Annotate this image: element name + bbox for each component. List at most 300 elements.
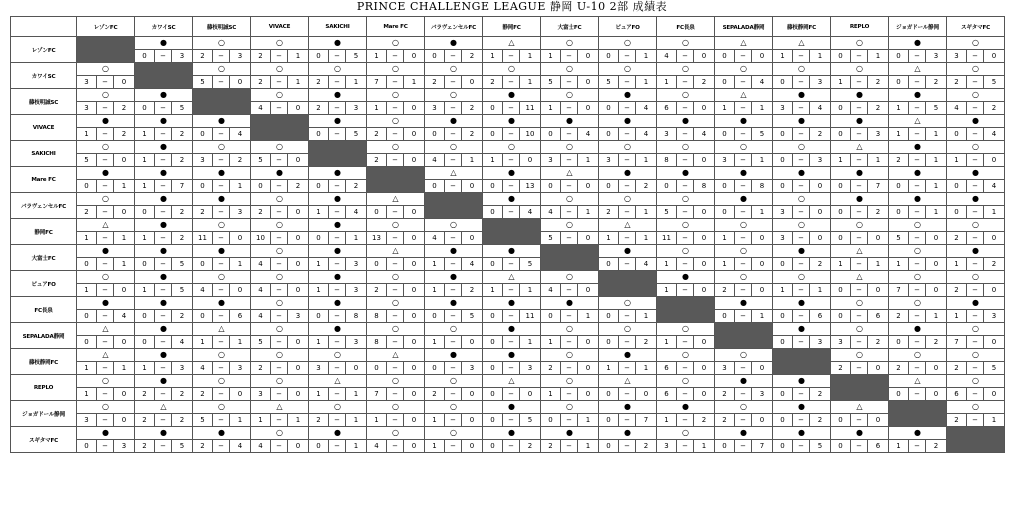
goals-against: 1 — [868, 50, 889, 63]
result-symbol: △ — [367, 193, 425, 206]
result-symbol: ● — [425, 349, 483, 362]
goals-against: 0 — [984, 232, 1005, 245]
result-symbol: △ — [135, 401, 193, 414]
goals-for: 2 — [831, 362, 851, 375]
score-dash: − — [967, 258, 984, 271]
score-dash: − — [155, 310, 172, 323]
result-symbol: ○ — [541, 271, 599, 284]
result-symbol: ○ — [947, 401, 1005, 414]
result-symbol: ○ — [947, 375, 1005, 388]
score-dash: − — [445, 388, 462, 401]
table-row — [11, 115, 1005, 128]
result-symbol: ○ — [831, 219, 889, 232]
goals-for: 0 — [425, 128, 445, 141]
goals-against: 1 — [520, 284, 541, 297]
goals-for: 0 — [483, 440, 503, 453]
score-dash: − — [619, 310, 636, 323]
goals-for: 4 — [541, 206, 561, 219]
column-team-name: ジョガドール静岡 — [889, 17, 947, 37]
score-dash: − — [97, 388, 114, 401]
goals-for: 0 — [483, 310, 503, 323]
score-dash: − — [97, 76, 114, 89]
result-symbol: ● — [715, 375, 773, 388]
result-symbol: ○ — [599, 297, 657, 310]
score-dash: − — [909, 206, 926, 219]
goals-for: 2 — [947, 76, 967, 89]
score-dash: − — [155, 102, 172, 115]
score-dash: − — [503, 128, 520, 141]
goals-for: 2 — [541, 362, 561, 375]
score-dash: − — [677, 284, 694, 297]
result-symbol: ● — [599, 115, 657, 128]
goals-for: 0 — [309, 232, 329, 245]
score-dash: − — [97, 102, 114, 115]
goals-for: 2 — [309, 76, 329, 89]
goals-against: 1 — [288, 76, 309, 89]
goals-for: 0 — [831, 310, 851, 323]
score-dash: − — [909, 336, 926, 349]
goals-for: 3 — [77, 102, 97, 115]
score-dash: − — [503, 310, 520, 323]
goals-against: 3 — [230, 362, 251, 375]
score-dash: − — [387, 102, 404, 115]
goals-for: 1 — [947, 310, 967, 323]
goals-against: 5 — [172, 258, 193, 271]
goals-for: 1 — [425, 440, 445, 453]
goals-against: 0 — [462, 414, 483, 427]
goals-against: 4 — [230, 440, 251, 453]
result-symbol: ● — [251, 167, 309, 180]
table-row — [11, 271, 1005, 284]
result-symbol: ● — [483, 193, 541, 206]
goals-for: 0 — [831, 440, 851, 453]
goals-against: 1 — [810, 284, 831, 297]
score-dash: − — [793, 154, 810, 167]
score-dash: − — [97, 258, 114, 271]
result-symbol: ○ — [657, 245, 715, 258]
goals-against: 0 — [114, 284, 135, 297]
result-symbol: ○ — [77, 375, 135, 388]
goals-against: 0 — [868, 414, 889, 427]
goals-for: 1 — [483, 154, 503, 167]
result-symbol: ● — [715, 427, 773, 440]
result-symbol: ○ — [193, 375, 251, 388]
goals-for: 0 — [135, 102, 155, 115]
goals-for: 1 — [483, 50, 503, 63]
result-symbol: ● — [135, 427, 193, 440]
goals-against: 2 — [462, 102, 483, 115]
table-row-scores — [11, 50, 1005, 63]
goals-for: 0 — [251, 180, 271, 193]
goals-for: 1 — [425, 336, 445, 349]
goals-against: 0 — [578, 50, 599, 63]
goals-for: 0 — [483, 206, 503, 219]
goals-against: 0 — [578, 284, 599, 297]
result-symbol: ○ — [947, 349, 1005, 362]
row-team-name: ピュアFO — [11, 271, 77, 297]
score-dash: − — [619, 414, 636, 427]
result-symbol: △ — [831, 401, 889, 414]
goals-for: 1 — [599, 232, 619, 245]
goals-for: 1 — [309, 258, 329, 271]
goals-for: 1 — [135, 232, 155, 245]
result-symbol: ○ — [483, 141, 541, 154]
goals-against: 0 — [984, 336, 1005, 349]
result-symbol: △ — [715, 37, 773, 50]
goals-for: 2 — [193, 206, 213, 219]
result-symbol: ● — [425, 271, 483, 284]
row-team-name: Mare FC — [11, 167, 77, 193]
goals-against: 2 — [984, 102, 1005, 115]
goals-for: 2 — [947, 284, 967, 297]
goals-for: 1 — [889, 440, 909, 453]
result-symbol: ○ — [599, 63, 657, 76]
goals-against: 1 — [114, 362, 135, 375]
result-symbol: ● — [483, 427, 541, 440]
result-symbol: ● — [541, 297, 599, 310]
score-dash: − — [155, 284, 172, 297]
table-row-scores — [11, 258, 1005, 271]
score-dash: − — [387, 232, 404, 245]
goals-against: 1 — [868, 258, 889, 271]
result-symbol: ● — [599, 349, 657, 362]
goals-for: 2 — [309, 414, 329, 427]
result-symbol: △ — [889, 375, 947, 388]
row-team-name: 藤枝静岡FC — [11, 349, 77, 375]
goals-against: 2 — [868, 76, 889, 89]
score-dash: − — [677, 180, 694, 193]
score-dash: − — [329, 336, 346, 349]
result-symbol: ● — [483, 349, 541, 362]
result-symbol: ● — [193, 193, 251, 206]
result-symbol: ○ — [831, 349, 889, 362]
goals-against: 0 — [984, 388, 1005, 401]
self-match-cell — [773, 349, 831, 375]
score-dash: − — [851, 310, 868, 323]
score-dash: − — [967, 336, 984, 349]
goals-for: 2 — [947, 232, 967, 245]
goals-against: 1 — [578, 154, 599, 167]
score-dash: − — [445, 284, 462, 297]
goals-for: 0 — [599, 50, 619, 63]
score-dash: − — [329, 232, 346, 245]
result-symbol: ● — [135, 37, 193, 50]
goals-against: 1 — [752, 310, 773, 323]
goals-for: 2 — [715, 414, 735, 427]
self-match-cell — [251, 115, 309, 141]
score-dash: − — [213, 50, 230, 63]
self-match-cell — [889, 401, 947, 427]
result-symbol: ○ — [251, 89, 309, 102]
result-symbol: ● — [889, 427, 947, 440]
goals-against: 0 — [578, 102, 599, 115]
result-symbol: ● — [309, 427, 367, 440]
result-symbol: ● — [309, 37, 367, 50]
goals-against: 3 — [346, 258, 367, 271]
score-dash: − — [619, 50, 636, 63]
score-dash: − — [561, 284, 578, 297]
score-dash: − — [503, 388, 520, 401]
score-dash: − — [909, 388, 926, 401]
goals-against: 1 — [114, 258, 135, 271]
score-dash: − — [387, 388, 404, 401]
goals-against: 1 — [636, 76, 657, 89]
score-dash: − — [909, 284, 926, 297]
score-dash: − — [561, 440, 578, 453]
result-symbol: ○ — [251, 375, 309, 388]
score-dash: − — [387, 258, 404, 271]
goals-against: 2 — [172, 206, 193, 219]
score-dash: − — [503, 76, 520, 89]
goals-against: 3 — [868, 128, 889, 141]
goals-against: 5 — [462, 310, 483, 323]
result-symbol: ○ — [831, 297, 889, 310]
goals-against: 8 — [346, 310, 367, 323]
goals-against: 0 — [404, 284, 425, 297]
goals-against: 0 — [578, 76, 599, 89]
result-symbol: ● — [309, 245, 367, 258]
result-symbol: ● — [135, 89, 193, 102]
score-dash: − — [155, 440, 172, 453]
goals-for: 2 — [193, 50, 213, 63]
goals-for: 0 — [831, 232, 851, 245]
table-row-scores — [11, 336, 1005, 349]
result-symbol: ○ — [715, 141, 773, 154]
goals-against: 2 — [172, 310, 193, 323]
goals-for: 4 — [193, 284, 213, 297]
score-dash: − — [677, 362, 694, 375]
goals-for: 4 — [193, 362, 213, 375]
goals-for: 1 — [657, 76, 677, 89]
goals-for: 0 — [947, 128, 967, 141]
goals-against: 1 — [752, 102, 773, 115]
row-team-name: 藤枝明誠SC — [11, 89, 77, 115]
result-symbol: ● — [773, 89, 831, 102]
score-dash: − — [735, 362, 752, 375]
result-symbol: △ — [599, 219, 657, 232]
goals-for: 5 — [541, 76, 561, 89]
column-team-name: パラヴェンセルFC — [425, 17, 483, 37]
result-symbol: ○ — [251, 37, 309, 50]
goals-for: 2 — [889, 154, 909, 167]
goals-for: 3 — [425, 102, 445, 115]
score-dash: − — [619, 154, 636, 167]
table-row-scores — [11, 154, 1005, 167]
score-dash: − — [213, 128, 230, 141]
goals-against: 0 — [810, 206, 831, 219]
goals-for: 1 — [309, 388, 329, 401]
goals-against: 2 — [462, 50, 483, 63]
goals-for: 1 — [367, 414, 387, 427]
result-symbol: ● — [715, 167, 773, 180]
goals-for: 0 — [773, 440, 793, 453]
result-symbol: ○ — [251, 349, 309, 362]
goals-for: 0 — [773, 154, 793, 167]
score-dash: − — [677, 50, 694, 63]
goals-for: 2 — [367, 284, 387, 297]
row-team-name: スギタマFC — [11, 427, 77, 453]
goals-against: 0 — [868, 284, 889, 297]
result-symbol: ○ — [599, 193, 657, 206]
goals-for: 5 — [193, 414, 213, 427]
result-symbol: ○ — [367, 375, 425, 388]
result-symbol: ● — [889, 37, 947, 50]
goals-for: 8 — [367, 336, 387, 349]
table-row — [11, 427, 1005, 440]
goals-against: 4 — [810, 102, 831, 115]
score-dash: − — [677, 154, 694, 167]
row-team-name: カワイSC — [11, 63, 77, 89]
score-dash: − — [967, 50, 984, 63]
score-dash: − — [793, 50, 810, 63]
score-dash: − — [793, 180, 810, 193]
goals-against: 2 — [172, 388, 193, 401]
goals-against: 3 — [346, 102, 367, 115]
goals-for: 0 — [947, 206, 967, 219]
goals-against: 2 — [868, 206, 889, 219]
goals-for: 10 — [251, 232, 271, 245]
column-team-name: ピュアFO — [599, 17, 657, 37]
result-symbol: ● — [541, 115, 599, 128]
result-symbol: ○ — [889, 219, 947, 232]
score-dash: − — [387, 336, 404, 349]
result-symbol: ○ — [773, 193, 831, 206]
result-symbol: ○ — [309, 401, 367, 414]
result-symbol: ○ — [425, 323, 483, 336]
self-match-cell — [425, 193, 483, 219]
goals-against: 0 — [462, 336, 483, 349]
goals-against: 1 — [810, 50, 831, 63]
goals-against: 0 — [578, 362, 599, 375]
column-team-name: スギタマFC — [947, 17, 1005, 37]
score-dash: − — [851, 284, 868, 297]
result-symbol: ○ — [367, 63, 425, 76]
result-symbol: △ — [367, 349, 425, 362]
goals-for: 0 — [135, 336, 155, 349]
result-symbol: ● — [309, 167, 367, 180]
goals-against: 1 — [636, 206, 657, 219]
goals-for: 1 — [135, 154, 155, 167]
result-symbol: ● — [483, 245, 541, 258]
score-dash: − — [619, 388, 636, 401]
score-dash: − — [271, 206, 288, 219]
table-row — [11, 245, 1005, 258]
score-dash: − — [271, 336, 288, 349]
score-dash: − — [967, 414, 984, 427]
goals-against: 10 — [520, 128, 541, 141]
goals-for: 0 — [309, 180, 329, 193]
result-symbol: ○ — [599, 141, 657, 154]
score-dash: − — [329, 284, 346, 297]
goals-for: 2 — [947, 362, 967, 375]
goals-against: 0 — [926, 232, 947, 245]
goals-for: 0 — [367, 362, 387, 375]
score-dash: − — [561, 180, 578, 193]
goals-for: 3 — [309, 362, 329, 375]
result-symbol: ○ — [541, 141, 599, 154]
goals-against: 4 — [114, 310, 135, 323]
goals-against: 0 — [578, 336, 599, 349]
goals-for: 1 — [541, 336, 561, 349]
score-dash: − — [967, 310, 984, 323]
goals-against: 3 — [288, 310, 309, 323]
goals-for: 0 — [599, 440, 619, 453]
result-symbol: ● — [135, 349, 193, 362]
score-dash: − — [503, 180, 520, 193]
score-dash: − — [619, 258, 636, 271]
goals-against: 0 — [926, 258, 947, 271]
score-dash: − — [735, 180, 752, 193]
result-symbol: ● — [599, 401, 657, 414]
score-dash: − — [619, 362, 636, 375]
result-symbol: ○ — [947, 141, 1005, 154]
result-symbol: ○ — [425, 401, 483, 414]
score-dash: − — [851, 102, 868, 115]
goals-for: 2 — [135, 414, 155, 427]
goals-against: 0 — [868, 232, 889, 245]
result-symbol: ○ — [947, 89, 1005, 102]
column-team-name: カワイSC — [135, 17, 193, 37]
row-team-name: 静岡FC — [11, 219, 77, 245]
goals-for: 3 — [657, 440, 677, 453]
score-dash: − — [155, 180, 172, 193]
goals-for: 0 — [889, 388, 909, 401]
result-symbol: ○ — [367, 141, 425, 154]
score-dash: − — [967, 128, 984, 141]
score-dash: − — [271, 102, 288, 115]
goals-against: 0 — [752, 414, 773, 427]
score-dash: − — [735, 128, 752, 141]
result-symbol: ○ — [425, 427, 483, 440]
goals-against: 5 — [984, 362, 1005, 375]
goals-for: 2 — [77, 206, 97, 219]
goals-for: 1 — [425, 284, 445, 297]
result-symbol: ○ — [251, 245, 309, 258]
goals-for: 0 — [309, 310, 329, 323]
goals-against: 2 — [172, 154, 193, 167]
goals-for: 2 — [251, 362, 271, 375]
table-row-scores — [11, 180, 1005, 193]
result-symbol: ○ — [309, 63, 367, 76]
goals-for: 0 — [715, 180, 735, 193]
result-symbol: ○ — [541, 219, 599, 232]
result-symbol: ● — [947, 167, 1005, 180]
goals-against: 4 — [230, 128, 251, 141]
goals-for: 1 — [77, 362, 97, 375]
result-symbol: ○ — [77, 193, 135, 206]
result-symbol: ○ — [541, 401, 599, 414]
goals-for: 0 — [193, 128, 213, 141]
result-symbol: △ — [483, 271, 541, 284]
result-symbol: ○ — [657, 349, 715, 362]
goals-against: 0 — [694, 102, 715, 115]
result-symbol: ○ — [541, 323, 599, 336]
score-dash: − — [503, 440, 520, 453]
column-team-name: 大富士FC — [541, 17, 599, 37]
goals-against: 0 — [288, 154, 309, 167]
goals-for: 0 — [947, 180, 967, 193]
goals-against: 1 — [694, 440, 715, 453]
goals-against: 0 — [984, 154, 1005, 167]
goals-for: 0 — [657, 180, 677, 193]
goals-for: 0 — [889, 50, 909, 63]
result-symbol: ● — [773, 297, 831, 310]
score-dash: − — [445, 414, 462, 427]
result-symbol: ○ — [889, 297, 947, 310]
goals-against: 7 — [752, 440, 773, 453]
score-dash: − — [271, 180, 288, 193]
goals-against: 0 — [114, 414, 135, 427]
